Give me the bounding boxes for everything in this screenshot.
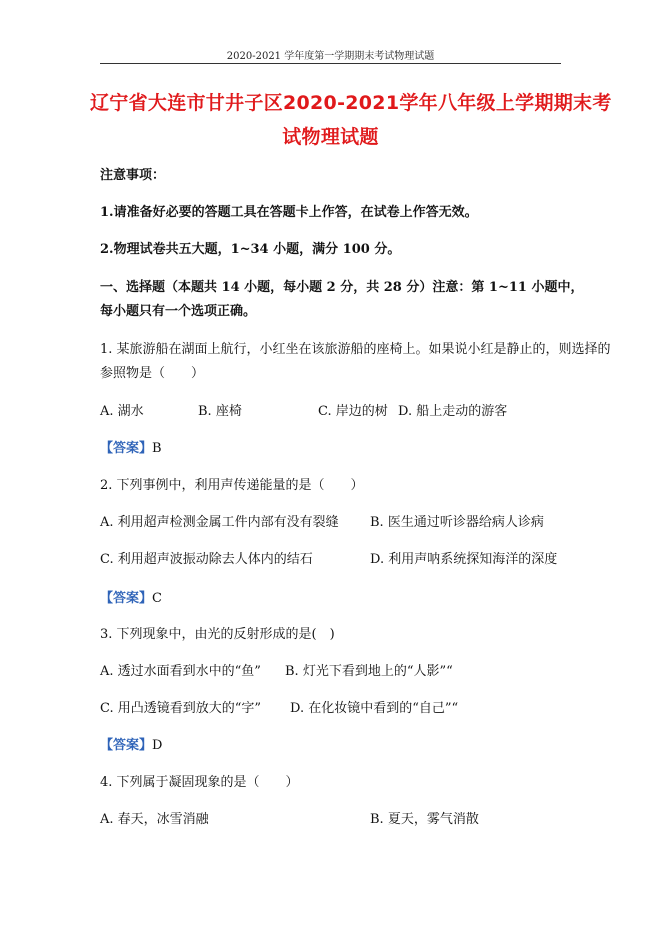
- question-3-answer-value: D: [152, 738, 163, 753]
- question-1-stem-line1: 1. 某旅游船在湖面上航行，小红坐在该旅游船的座椅上。如果说小红是静止的，则选择的: [100, 342, 611, 357]
- question-2-answer: [100, 591, 162, 607]
- header-divider: [100, 63, 561, 64]
- document-title-line1: 辽宁省大连市甘井子区2020-2021学年八年级上学期期末考: [90, 92, 612, 114]
- question-4-stem: 4. 下列属于凝固现象的是（ ）: [100, 775, 299, 790]
- page-header: 2020-2021 学年度第一学期期末考试物理试题: [226, 51, 435, 62]
- question-1-stem-line2: 参照物是（ ）: [100, 366, 205, 381]
- question-2-option-a: A. 利用超声检测金属工件内部有没有裂缝: [100, 515, 339, 530]
- question-3-option-d: D. 在化妆镜中看到的“自己”“: [290, 701, 459, 716]
- question-3-stem: 3. 下列现象中，由光的反射形成的是( ): [100, 627, 335, 642]
- question-1-option-d: D. 船上走动的游客: [398, 404, 508, 419]
- question-2-option-b: B. 医生通过听诊器给病人诊病: [370, 515, 544, 530]
- question-3-option-c: C. 用凸透镜看到放大的“字”: [100, 701, 262, 716]
- question-1-option-b: B. 座椅: [198, 404, 242, 419]
- notice-item-2: 2.物理试卷共五大题，1~34 小题，满分 100 分。: [100, 242, 401, 257]
- question-4-option-b: B. 夏天，雾气消散: [370, 812, 479, 827]
- question-3-option-b: B. 灯光下看到地上的“人影”“: [285, 664, 453, 679]
- document-title-line2: 试物理试题: [282, 126, 379, 148]
- question-2-stem: 2. 下列事例中，利用声传递能量的是（ ）: [100, 478, 364, 493]
- notice-item-1: 1.请准备好必要的答题工具在答题卡上作答，在试卷上作答无效。: [100, 205, 478, 220]
- question-2-answer-value: C: [152, 591, 162, 606]
- answer-tag: 【答案】: [100, 738, 153, 753]
- question-4-option-a: A. 春天，冰雪消融: [100, 812, 209, 827]
- section-heading-line1: 一、选择题（本题共 14 小题，每小题 2 分，共 28 分）注意：第 1~11 小题中，: [100, 280, 584, 295]
- question-1-option-a: A. 湖水: [100, 404, 144, 419]
- question-2-option-d: D. 利用声呐系统探知海洋的深度: [370, 552, 558, 567]
- question-2-option-c: C. 利用超声波振动除去人体内的结石: [100, 552, 313, 567]
- answer-tag: 【答案】: [100, 441, 153, 456]
- question-3-answer: [100, 738, 162, 754]
- notice-heading: 注意事项：: [100, 168, 166, 183]
- question-1-answer: [100, 441, 162, 457]
- question-1-answer-value: B: [152, 441, 162, 456]
- question-3-option-a: A. 透过水面看到水中的“鱼”: [100, 664, 261, 679]
- section-heading-line2: 每小题只有一个选项正确。: [100, 304, 257, 319]
- answer-tag: 【答案】: [100, 591, 153, 606]
- question-1-option-c: C. 岸边的树: [318, 404, 388, 419]
